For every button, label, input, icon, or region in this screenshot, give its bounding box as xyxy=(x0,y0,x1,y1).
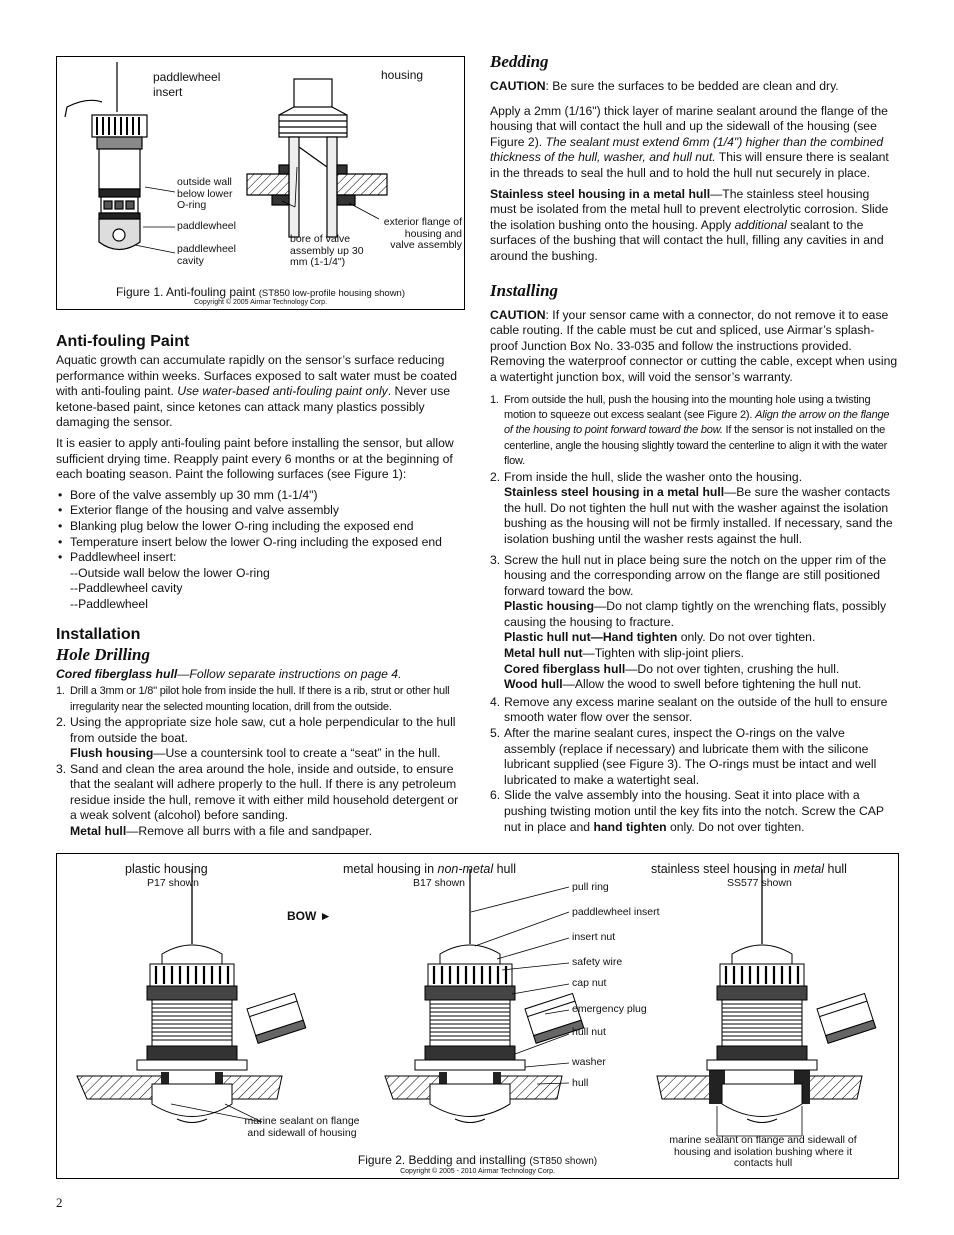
step-bold: Plastic housing xyxy=(504,599,595,614)
list-item: 5. After the marine sealant cures, inspect the O-rings on the valve assembly (replace if necessary) and lubricate them with the silicone lubricant supplied (see Figure 3). The O-rings must be intact and well lubricated to make a watertight seal. xyxy=(490,726,877,787)
figure-1-caption-note: (ST850 low-profile housing shown) xyxy=(258,288,406,299)
step-text: Drill a 3mm or 1/8" pilot hole from inside the hull. If there is a rib, strut or other hull irregularity near the selected mounting location, drill from the outside. xyxy=(70,685,450,713)
step-bold: Stainless steel housing in a metal hull xyxy=(504,485,725,500)
callout-washer: washer xyxy=(572,1056,606,1068)
caution-text: : Be sure the surfaces to be bedded are clean and dry. xyxy=(545,79,839,93)
figure-2-copyright: Copyright © 2005 - 2010 Airmar Technology Corp. xyxy=(400,1168,555,1175)
bedding-p2b: sealant to the surfaces of the bushing that will contact the hull, filling any cavities in and around the bushing. xyxy=(490,217,884,263)
callout-pull-ring: pull ring xyxy=(572,881,609,893)
step-italic: Align the arrow on the flange of the housing to point forward toward the bow. xyxy=(504,408,890,437)
bedding-p2-italic: additional xyxy=(734,217,787,232)
callout-hull: hull xyxy=(572,1077,589,1089)
list-item: • Blanking plug below the lower O-ring including the exposed end xyxy=(58,518,414,533)
installation-heading: Installation xyxy=(56,625,141,643)
step-text: Screw the hull nut in place being sure the notch on the upper rim of the housing and the corresponding arrow on the flange are still positioned forward toward the bow. xyxy=(504,552,887,598)
list-item: 2. From inside the hull, slide the washer onto the housing. Stainless steel housing in a metal hull—Be sure the washer contacts the hull. Do not tighten the hull nut with the washer against the isolation bushing as the housing will not be firmly installed. If necessary, sand the isolation bushing until the washer rests against the hull. xyxy=(490,469,893,546)
plastic-housing-title: plastic housing xyxy=(125,862,208,876)
label-bore: bore of valve assembly up 30 mm (1-1/4") xyxy=(290,233,364,268)
figure-1-caption xyxy=(57,285,464,299)
bedding-p1b: The sealant must extend 6mm (1/4") higher than the combined thickness of the hull, washer, and hull nut. xyxy=(490,134,884,165)
metal-housing-title xyxy=(343,862,516,876)
label-paddlewheel: paddlewheel xyxy=(177,220,236,232)
caution-label: CAUTION xyxy=(490,79,546,93)
callout-emergency-plug: emergency plug xyxy=(572,1003,647,1015)
figure-1-illustration xyxy=(57,57,464,309)
label-paddlewheel-insert: paddlewheel insert xyxy=(153,70,221,99)
figure-2 xyxy=(56,853,899,1179)
metal-housing-sub: B17 shown xyxy=(413,877,465,889)
step-rest: —Use a countersink tool to create a “seat” in the hull. xyxy=(153,746,441,761)
sealant-right-label: marine sealant on flange and sidewall of housing and isolation bushing where it contacts hull xyxy=(669,1134,857,1169)
callout-cap-nut: cap nut xyxy=(572,977,607,989)
step-rest: only. Do not over tighten. xyxy=(677,630,816,645)
bedding-p1c: This will ensure there is sealant in the threads to seal the hull and to hold the hull nut securely in place. xyxy=(490,150,889,180)
list-item: 1. From outside the hull, push the housing into the mounting hole using a twisting motion to squeeze out excess sealant (see Figure 2). Align the arrow on the flange of the housing to point forward toward the bow. If the sensor is not installed on the centerline, angle the housing slightly toward the centerline to align it with the water flow. xyxy=(490,393,890,468)
bedding-p2a: —The stainless steel housing must be isolated from the metal hull to prevent electrolytic corrosion. Slide the isolation bushing onto the housing. Apply xyxy=(490,186,889,232)
list-item: • Bore of the valve assembly up 30 mm (1-1/4") xyxy=(58,487,318,502)
list-item: 6. Slide the valve assembly into the housing. Seat it into place with a pushing twisting motion until the key fits into the notch. Screw the CAP nut in place and hand tighten only. Do not over tighten. xyxy=(490,788,884,834)
bullet-text: Exterior flange of the housing and valve assembly xyxy=(70,503,339,518)
step-bold: Wood hull xyxy=(504,677,563,692)
list-item: 3. Screw the hull nut in place being sure the notch on the upper rim of the housing and the corresponding arrow on the flange are still positioned forward toward the bow. Plastic housing—Do not clamp tightly on the wrenching flats, possibly causing the housing to fracture. Plastic hull nut—Hand tighten only. Do not over tighten. Metal hull nut—Tighten with slip-joint pliers. Cored fiberglass hull—Do not over tighten, crushing the hull. Wood hull—Allow the wood to swell before tightening the hull nut. xyxy=(490,552,887,692)
label-outside-wall: outside wall below lower O-ring xyxy=(177,176,233,211)
caution-label: CAUTION xyxy=(490,307,546,322)
caution-text: : If your sensor came with a connector, do not remove it to ease cable routing. If the cable must be cut and spliced, use Airmar’s splash-proof Junction Box No. 33-035 and follow the instructions provided. Removing the waterproof connector or cutting the cable, except when using a watertight junction box, will void the sensor’s warranty. xyxy=(490,307,898,384)
step-text: From outside the hull, push the housing into the mounting hole using a twisting motion to squeeze out excess sealant (see Figure 2). xyxy=(504,393,871,421)
title-a: stainless steel housing in xyxy=(651,862,794,876)
installing-steps xyxy=(490,393,898,836)
page-number: 2 xyxy=(56,1195,63,1210)
step-text: If the sensor is not installed on the centerline, angle the housing slightly toward the centerline to align it with the water flow. xyxy=(504,424,888,468)
ss-housing-sub: SS577 shown xyxy=(727,877,792,889)
callout-hull-nut: hull nut xyxy=(572,1026,606,1038)
bullet-text: Blanking plug below the lower O-ring including the exposed end xyxy=(70,518,414,533)
step-text: Using the appropriate size hole saw, cut a hole perpendicular to the hull from outside the boat. xyxy=(70,714,456,745)
step-rest: —Tighten with slip-joint pliers. xyxy=(582,646,744,661)
ss-housing-title xyxy=(651,862,847,876)
step-rest: —Be sure the washer contacts the hull. Do not tighten the hull nut with the washer against the isolation bushing as the housing will not be firmly installed. If necessary, sand the isolation bushing until the washer rests against the hull. xyxy=(504,485,893,546)
step-text: Sand and clean the area around the hole, inside and outside, to ensure that the sealant will adhere properly to the hull. If there is any petroleum residue inside the hull, remove it with either mild household detergent or a weak solvent (alcohol) before sanding. xyxy=(70,761,459,823)
antifouling-p1b: Use water-based anti-fouling paint only xyxy=(177,384,388,399)
left-column xyxy=(56,333,464,840)
plastic-housing-sub: P17 shown xyxy=(147,877,199,889)
step-rest: —Allow the wood to swell before tightening the hull nut. xyxy=(562,677,862,692)
figure-2-caption-note: (ST850 shown) xyxy=(529,1156,598,1167)
bedding-caution xyxy=(490,79,898,95)
bullet-text: Bore of the valve assembly up 30 mm (1-1/4") xyxy=(70,487,318,502)
step-text: Slide the valve assembly into the housing. Seat it into place with a pushing twisting motion until the key fits into the notch. Screw the CAP nut in place and xyxy=(504,788,884,834)
callout-paddlewheel-insert: paddlewheel insert xyxy=(572,906,660,918)
title-italic: metal xyxy=(793,862,825,876)
label-paddlewheel-cavity: paddlewheel cavity xyxy=(177,243,236,267)
cored-rest: —Follow separate instructions on page 4. xyxy=(177,666,402,681)
step-rest: —Do not clamp tightly on the wrenching flats, possibly causing the housing to fracture. xyxy=(504,599,887,629)
antifouling-p1a: Aquatic growth can accumulate rapidly on the sensor’s surface reducing performance within weeks. Surfaces exposed to salt water must be coated with anti-fouling paint. xyxy=(56,353,458,399)
hole-drilling-steps xyxy=(56,684,464,840)
step-rest: —Remove all burrs with a file and sandpaper. xyxy=(126,824,373,839)
bedding-paragraph-2 xyxy=(490,187,898,265)
list-item: • Paddlewheel insert: --Outside wall below the lower O-ring --Paddlewheel cavity --Paddlewheel xyxy=(56,550,464,612)
installing-caution xyxy=(490,308,898,386)
sub-item: --Outside wall below the lower O-ring xyxy=(70,565,270,580)
cored-bold: Cored fiberglass hull xyxy=(56,666,178,681)
bedding-p2-bold: Stainless steel housing in a metal hull xyxy=(490,186,711,201)
installing-heading: Installing xyxy=(490,280,559,300)
list-item: 3. Sand and clean the area around the hole, inside and outside, to ensure that the sealant will adhere properly to the hull. If there is any petroleum residue inside the hull, remove it with either mild household detergent or a weak solvent (alcohol) before sanding. Metal hull—Remove all burrs with a file and sandpaper. xyxy=(56,761,459,839)
figure-1-caption-main: Figure 1. Anti-fouling paint xyxy=(115,285,256,299)
step-bold: Plastic hull nut xyxy=(504,630,591,645)
antifouling-paragraph-2: It is easier to apply anti-fouling paint before installing the sensor, but allow sufficient drying time. Reapply paint every 6 months or at the beginning of each boating season. Paint the following surfaces (see Figure 1): xyxy=(56,435,454,482)
step-text: From inside the hull, slide the washer onto the housing. xyxy=(504,469,803,484)
list-item: 4. Remove any excess marine sealant on the outside of the hull to ensure smooth water flow over the sensor. xyxy=(490,694,888,725)
step-bold: Metal hull nut xyxy=(504,646,583,661)
antifouling-paragraph-1 xyxy=(56,353,464,431)
figure-1-copyright: Copyright © 2005 Airmar Technology Corp. xyxy=(193,299,328,306)
hole-drilling-heading: Hole Drilling xyxy=(56,644,150,664)
bedding-heading: Bedding xyxy=(490,52,549,71)
callout-safety-wire: safety wire xyxy=(572,956,623,968)
bullet-text: Temperature insert below the lower O-ring including the exposed end xyxy=(70,534,442,549)
title-b: hull xyxy=(824,862,847,876)
bow-label: BOW ► xyxy=(287,909,332,923)
figure-2-caption-main: Figure 2. Bedding and installing xyxy=(357,1153,526,1167)
step-text: Remove any excess marine sealant on the outside of the hull to ensure smooth water flow over the sensor. xyxy=(504,694,888,725)
step-bold: Cored fiberglass hull xyxy=(504,661,626,676)
list-item: • Exterior flange of the housing and valve assembly xyxy=(58,503,339,518)
sub-item: --Paddlewheel cavity xyxy=(70,581,183,596)
figure-2-caption xyxy=(57,1153,898,1167)
antifouling-heading: Anti-fouling Paint xyxy=(56,333,190,350)
title-b: hull xyxy=(493,862,517,876)
step-text: only. Do not over tighten. xyxy=(666,819,805,834)
step-text: After the marine sealant cures, inspect the O-rings on the valve assembly (replace if necessary) and lubricate them with the silicone lubricant supplied (see Figure 3). The O-rings must be intact and well lubricated to make a watertight seal. xyxy=(504,726,877,787)
figure-1 xyxy=(56,56,465,310)
callout-insert-nut: insert nut xyxy=(572,931,616,943)
list-item: • Temperature insert below the lower O-ring including the exposed end xyxy=(58,534,442,549)
sealant-left-label: marine sealant on flange and sidewall of housing xyxy=(244,1115,360,1139)
antifouling-p1c: . Never use ketone-based paint, since ketones can attack many plastics possibly damaging the sensor. xyxy=(56,384,451,430)
step-bold: Metal hull xyxy=(70,824,127,839)
sub-item: --Paddlewheel xyxy=(70,596,148,611)
title-a: metal housing in xyxy=(343,862,438,876)
right-column xyxy=(490,52,898,835)
step-bold: hand tighten xyxy=(593,819,667,834)
step-rest: —Do not over tighten, crushing the hull. xyxy=(625,661,840,676)
cored-note xyxy=(56,667,464,683)
title-italic: non-metal xyxy=(437,862,494,876)
bedding-p1a: Apply a 2mm (1/16") thick layer of marine sealant around the flange of the housing that will contact the hull and up the sidewall of the housing (see Figure 2). xyxy=(490,103,888,149)
step-bold: Flush housing xyxy=(70,746,154,761)
label-exterior-flange: exterior flange of housing and valve assembly xyxy=(383,216,462,251)
antifouling-list xyxy=(56,488,464,613)
figure-2-illustration xyxy=(57,854,898,1178)
bedding-paragraph-1 xyxy=(490,104,898,182)
list-item: 1. Drill a 3mm or 1/8" pilot hole from inside the hull. If there is a rib, strut or other hull irregularity near the selected mounting location, drill from the outside. xyxy=(56,685,450,713)
step-bold: —Hand tighten xyxy=(590,630,678,645)
label-housing: housing xyxy=(381,68,424,82)
bullet-text: Paddlewheel insert: xyxy=(70,550,177,565)
list-item: 2. Using the appropriate size hole saw, cut a hole perpendicular to the hull from outside the boat. Flush housing—Use a countersink tool to create a “seat” in the hull. xyxy=(56,714,456,761)
